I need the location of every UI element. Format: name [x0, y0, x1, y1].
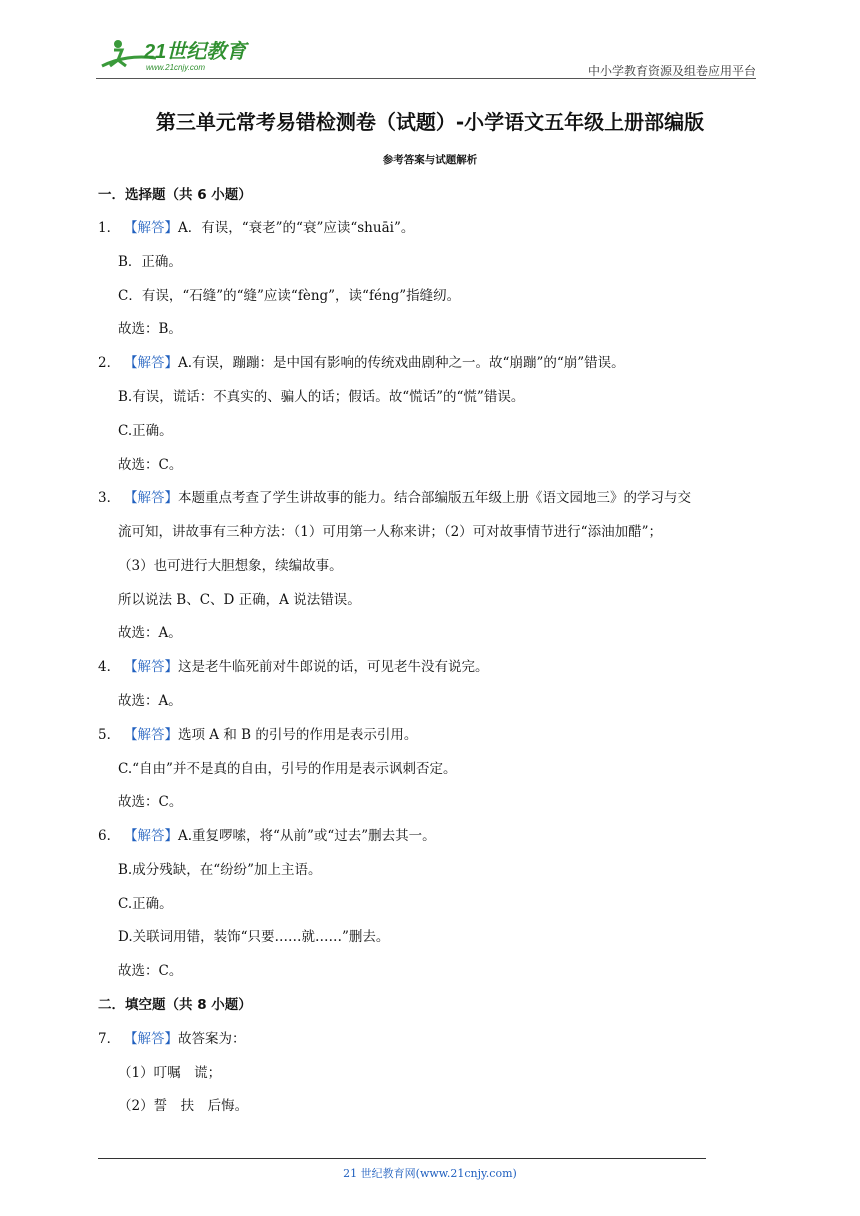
answer-line: B.成分残缺，在“纷纷”加上主语。	[118, 862, 322, 878]
answer-tag: 【解答】	[124, 727, 178, 743]
header-divider	[96, 78, 756, 79]
page-title: 第三单元常考易错检测卷（试题）-小学语文五年级上册部编版	[155, 110, 705, 134]
answer-tag: 【解答】	[124, 490, 178, 506]
page-subtitle: 参考答案与试题解析	[382, 154, 478, 166]
answer-line: 2． 【解答】A.有误，蹦蹦：是中国有影响的传统戏曲剧种之一。故“崩蹦”的“崩”错误。	[98, 355, 625, 371]
logo-icon	[96, 36, 266, 76]
answer-line: 1． 【解答】A．有误，“衰老”的“衰”应读“shuāi”。	[98, 220, 415, 236]
answer-line: 故选：A。	[118, 693, 182, 709]
answer-line: 所以说法 B、C、D 正确，A 说法错误。	[118, 592, 361, 608]
answer-tag: 【解答】	[124, 355, 178, 371]
answer-line: 6． 【解答】A.重复啰嗦，将“从前”或“过去”删去其一。	[98, 828, 436, 844]
answer-line: （1）叮嘱 谎；	[118, 1065, 222, 1081]
footer-link[interactable]: 21 世纪教育网(www.21cnjy.com)	[343, 1167, 517, 1180]
logo-text: 21世纪教育	[144, 41, 247, 63]
logo-url: www.21cnjy.com	[146, 63, 205, 72]
section-heading: 一．选择题（共 6 小题）	[98, 187, 252, 203]
answer-tag: 【解答】	[124, 220, 178, 236]
answer-line: C.“自由”并不是真的自由，引号的作用是表示讽刺否定。	[118, 761, 457, 777]
answer-line: 故选：A。	[118, 625, 182, 641]
answer-line: 故选：C。	[118, 457, 183, 473]
answer-tag: 【解答】	[124, 828, 178, 844]
section-heading: 二．填空题（共 8 小题）	[98, 997, 252, 1013]
answer-line: 故选：C。	[118, 963, 183, 979]
answer-line: 流可知，讲故事有三种方法：（1）可用第一人称来讲；（2）可对故事情节进行“添油加醋”；	[118, 524, 662, 540]
footer-divider	[98, 1158, 706, 1159]
answer-line: 5． 【解答】选项 A 和 B 的引号的作用是表示引用。	[98, 727, 418, 743]
page-header	[96, 30, 756, 80]
answer-line: C.正确。	[118, 423, 173, 439]
answer-line: 故选：C。	[118, 794, 183, 810]
answer-line: B．正确。	[118, 254, 182, 270]
platform-label: 中小学教育资源及组卷应用平台	[587, 64, 756, 78]
answer-line: （2）誓 扶 后悔。	[118, 1098, 249, 1114]
answer-line: D.关联词用错，装饰“只要……就……”删去。	[118, 929, 390, 945]
answer-line: 3． 【解答】本题重点考查了学生讲故事的能力。结合部编版五年级上册《语文园地三》的学习与交	[98, 490, 691, 506]
answer-line: B.有误，谎话：不真实的、骗人的话；假话。故“慌话”的“慌”错误。	[118, 389, 525, 405]
answer-line: C．有误，“石缝”的“缝”应读“fèng”，读“féng”指缝纫。	[118, 288, 461, 304]
answer-line: 7． 【解答】故答案为：	[98, 1031, 246, 1047]
answer-line: 4． 【解答】这是老牛临死前对牛郎说的话，可见老牛没有说完。	[98, 659, 489, 675]
answer-line: （3）也可进行大胆想象，续编故事。	[118, 558, 343, 574]
answer-tag: 【解答】	[124, 1031, 178, 1047]
answer-tag: 【解答】	[124, 659, 178, 675]
answer-line: 故选：B。	[118, 321, 182, 337]
answer-line: C.正确。	[118, 896, 173, 912]
